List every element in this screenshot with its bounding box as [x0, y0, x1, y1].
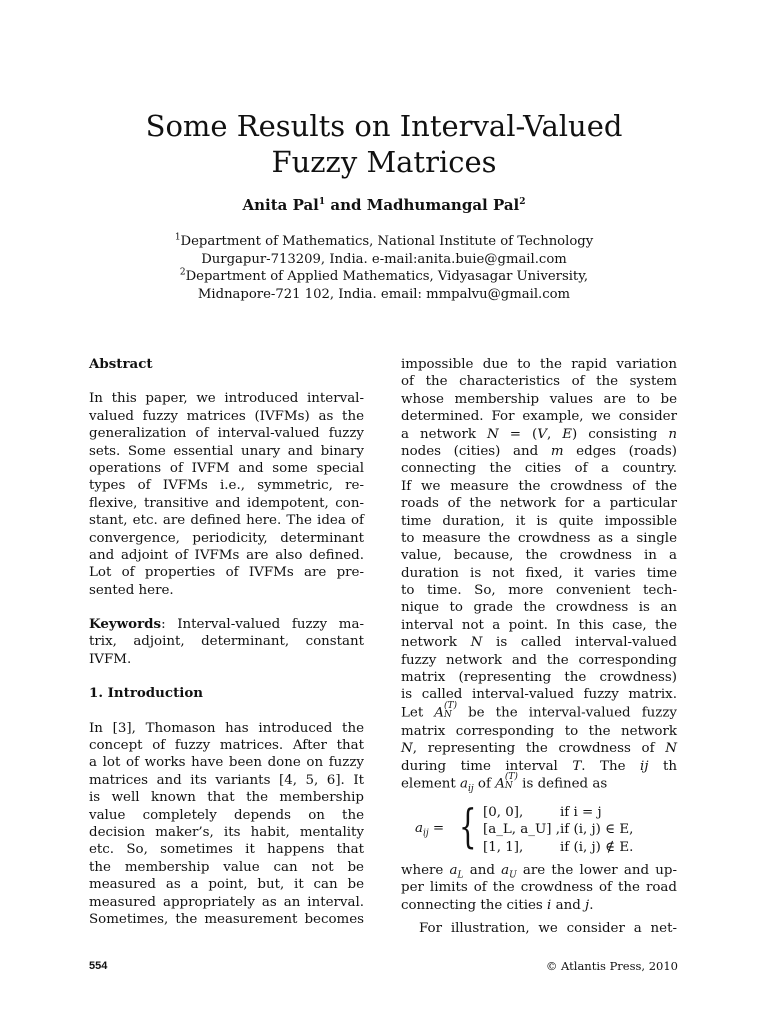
body-line: For illustration, we consider a net-: [419, 921, 677, 937]
keywords: [89, 616, 364, 668]
text-run: nodes (cities) and: [401, 443, 551, 459]
text-run: Let: [401, 705, 435, 721]
body-line: of the characteristics of the system: [401, 374, 677, 390]
math-A-scripts: [505, 773, 518, 791]
body-line: to time. So, more convenient tech-: [401, 583, 677, 599]
title-line-2: Fuzzy Matrices: [271, 145, 497, 179]
math-sup-T: (T): [443, 700, 457, 711]
affiliation-text: Department of Applied Mathematics, Vidyasagar University,: [185, 269, 589, 284]
affiliation-text: Midnapore-721 102, India. email: mmpalvu@gmail.com: [197, 286, 571, 302]
math-V: V: [537, 426, 547, 442]
text-run: network: [401, 635, 471, 651]
author-1: Anita Pal: [242, 196, 319, 214]
body-line: [401, 700, 677, 723]
keywords-line: IVFM.: [89, 651, 132, 667]
body-line: determined. For example, we consider: [401, 409, 677, 425]
author-1-sup: 1: [318, 197, 326, 207]
affiliation-text: Department of Mathematics, National Institute of Technology: [180, 234, 594, 249]
math-N: N: [665, 741, 677, 757]
abstract-heading: Abstract: [89, 356, 153, 372]
intro-line: value completely depends on the: [89, 807, 364, 823]
keywords-line: [89, 616, 364, 633]
body-line: matrix corresponding to the network: [401, 723, 677, 739]
math-a: a: [460, 776, 468, 792]
equation-cases: [483, 804, 683, 856]
math-m: m: [550, 443, 564, 459]
equation-case: [483, 821, 683, 838]
body-line: [401, 443, 677, 460]
affiliation-sup: 2: [179, 267, 186, 278]
text-run: ,: [546, 426, 563, 442]
math-N: N: [470, 635, 483, 651]
right-column: [401, 356, 677, 938]
intro-line: a lot of works have been done on fuzzy: [89, 755, 364, 771]
math-A: A: [434, 705, 444, 721]
abstract-line: and adjoint of IVFMs are also defined.: [89, 547, 364, 563]
math-i: i: [547, 897, 552, 913]
intro-line: In [3], Thomason has introduced the: [89, 720, 364, 736]
affiliation-line: [0, 268, 768, 286]
intro-body: [89, 720, 364, 929]
body-line: [401, 758, 677, 775]
affiliation-line: [0, 251, 768, 269]
keywords-label: Keywords: [89, 616, 162, 633]
body-line: [401, 740, 677, 757]
abstract-line: sented here.: [89, 582, 174, 598]
math-A: A: [495, 776, 505, 792]
math-N: N: [401, 741, 413, 757]
abstract-line: stant, etc. are defined here. The idea of: [89, 513, 364, 529]
keywords-line: trix, adjoint, determinant, constant: [89, 634, 364, 650]
abstract-line: flexive, transitive and idempotent, con-: [89, 495, 364, 511]
text-run: . The: [581, 758, 641, 774]
text-run: ) consisting: [572, 426, 669, 442]
math-sup-T: (T): [504, 771, 518, 782]
case-value: [1, 1],: [483, 839, 524, 855]
body-line: whose membership values are to be: [401, 391, 677, 407]
case-condition: if i = j: [560, 804, 602, 820]
body-line: connecting the cities of a country.: [401, 461, 677, 477]
text-run: are the lower and up-: [516, 862, 677, 878]
math-sub-ij: ij: [468, 784, 474, 795]
text-run: connecting the cities: [401, 897, 548, 913]
math-sub-U: U: [509, 870, 517, 881]
author-2-sup: 2: [519, 197, 526, 207]
math-j: j: [585, 897, 590, 913]
text-run: and: [551, 897, 586, 913]
text-run: is called interval-valued: [482, 635, 677, 651]
affiliation-line: [0, 286, 768, 304]
intro-line: matrices and its variants [4, 5, 6]. It: [89, 772, 364, 788]
author-2: Madhumangal Pal: [366, 196, 520, 214]
math-sub-N: N: [504, 780, 513, 791]
intro-line: Sometimes, the measurement becomes: [89, 911, 364, 927]
equation-case: [483, 839, 683, 856]
body-line: [401, 634, 677, 651]
abstract-line: generalization of interval-valued fuzzy: [89, 426, 364, 442]
body-line: time duration, it is quite impossible: [401, 513, 677, 529]
affiliation-sup: 1: [174, 232, 181, 243]
math-E: E: [562, 426, 573, 442]
page-number: 554: [89, 960, 108, 972]
body-line: to measure the crowdness as a single: [401, 530, 677, 546]
math-ij: ij: [640, 758, 649, 774]
math-A-scripts: [444, 702, 457, 720]
body-line: nique to grade the crowdness is an: [401, 600, 677, 616]
math-n: n: [668, 426, 678, 442]
text-run: and: [463, 862, 502, 878]
case-condition: if (i, j) ∉ E.: [560, 839, 634, 855]
text-run: = (: [498, 426, 538, 442]
body-line: fuzzy network and the corresponding: [401, 652, 677, 668]
abstract-body: [89, 390, 364, 599]
math-a: a: [501, 862, 510, 878]
intro-line: is well known that the membership: [89, 790, 364, 806]
piecewise-equation: [401, 798, 677, 856]
body-line: per limits of the crowdness of the road: [401, 880, 677, 896]
equation-lhs: [415, 820, 444, 837]
authors: [0, 196, 768, 214]
keywords-text: : Interval-valued fuzzy ma-: [161, 617, 364, 633]
equation-case: [483, 804, 683, 821]
text-run: , representing the crowdness of: [412, 741, 666, 757]
abstract-line: sets. Some essential unary and binary: [89, 443, 364, 459]
paper-title: [0, 108, 768, 180]
intro-line: decision maker’s, its habit, mentality: [89, 825, 364, 841]
abstract-line: valued fuzzy matrices (IVFMs) as the: [89, 408, 364, 424]
text-run: a network: [401, 426, 488, 442]
case-value: [0, 0],: [483, 804, 524, 820]
left-brace: {: [459, 798, 477, 853]
affiliation-line: [0, 233, 768, 251]
abstract-line: In this paper, we introduced interval-: [89, 391, 364, 407]
body-line: [401, 771, 677, 795]
affiliation-text: Durgapur-713209, India. e-mail:anita.buie@gmail.com: [201, 251, 567, 267]
math-N: N: [487, 426, 499, 442]
math-a: a: [449, 862, 458, 878]
text-run: element: [401, 776, 461, 792]
body-line: interval not a point. In this case, the: [401, 617, 677, 633]
math-a: a: [415, 820, 423, 836]
body-line: If we measure the crowdness of the: [401, 478, 677, 494]
intro-line: measured appropriately as an interval.: [89, 894, 364, 910]
equals-sign: =: [428, 820, 445, 836]
intro-line: the membership value can not be: [89, 859, 364, 875]
abstract-line: Lot of properties of IVFMs are pre-: [89, 565, 364, 581]
text-run: edges (roads): [563, 443, 677, 459]
intro-line: concept of fuzzy matrices. After that: [89, 738, 364, 754]
affiliations: [0, 233, 768, 303]
body-line: [401, 897, 677, 914]
math-sub-L: L: [457, 870, 464, 881]
title-line-1: Some Results on Interval-Valued: [145, 109, 623, 143]
math-T: T: [572, 758, 582, 774]
text-run: th: [648, 758, 678, 774]
author-and: and: [330, 196, 362, 214]
abstract-line: types of IVFMs i.e., symmetric, re-: [89, 478, 364, 494]
case-value: [a_L, a_U] ,: [483, 822, 561, 838]
copyright: © Atlantis Press, 2010: [545, 959, 678, 973]
text-run: of: [473, 776, 496, 792]
body-line: is called interval-valued fuzzy matrix.: [401, 687, 677, 703]
body-line: duration is not fixed, it varies time: [401, 565, 677, 581]
math-sub-ij: ij: [422, 828, 429, 839]
body-line: roads of the network for a particular: [401, 496, 677, 512]
case-condition: if (i, j) ∈ E,: [560, 822, 634, 838]
left-column: [89, 356, 364, 928]
abstract-line: convergence, periodicity, determinant: [89, 530, 364, 546]
intro-line: etc. So, sometimes it happens that: [89, 842, 364, 858]
body-line: matrix (representing the crowdness): [401, 670, 677, 686]
text-run: where: [401, 862, 450, 878]
body-line: impossible due to the rapid variation: [401, 357, 677, 372]
text-run: is defined as: [517, 776, 608, 792]
text-run: .: [589, 897, 594, 913]
intro-heading: 1. Introduction: [89, 685, 204, 702]
body-line: [401, 426, 677, 443]
text-run: be the interval-valued fuzzy: [457, 705, 677, 721]
body-line: [401, 862, 677, 879]
abstract-line: operations of IVFM and some special: [89, 460, 364, 476]
text-run: during time interval: [401, 758, 573, 774]
intro-line: measured as a point, but, it can be: [89, 877, 364, 893]
body-line: value, because, the crowdness in a: [401, 548, 677, 564]
math-sub-N: N: [443, 709, 452, 720]
